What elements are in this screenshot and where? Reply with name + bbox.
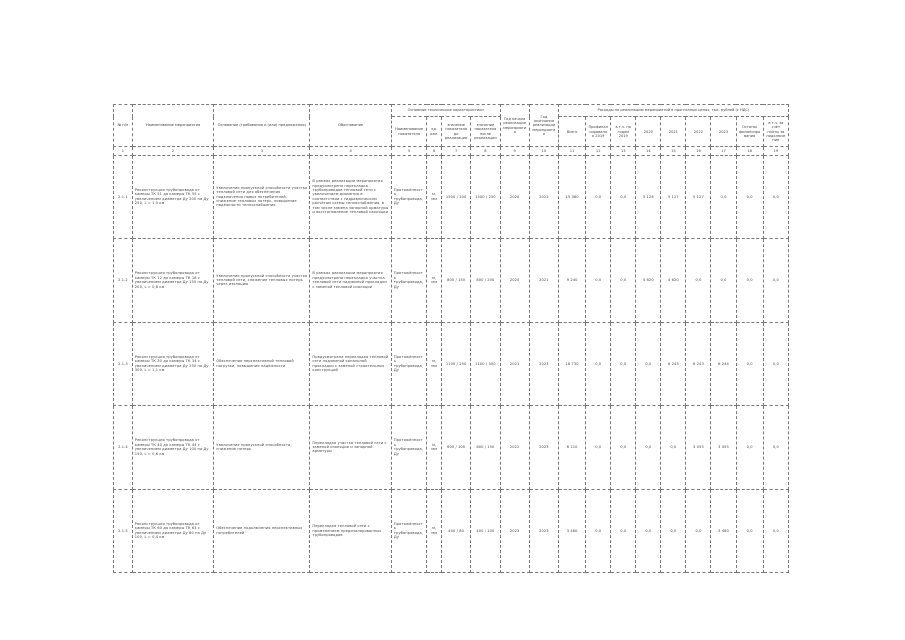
cost-2021: 5 127 [661, 155, 686, 239]
cost-2023: 0,0 [711, 239, 736, 323]
cost-remaining: 0,0 [736, 322, 763, 406]
table-body [114, 155, 789, 573]
col-year-end: Год окончания реализации мероприятия [529, 105, 558, 147]
cost-financed: 0,0 [586, 406, 611, 490]
table-row [114, 239, 789, 323]
characteristic-name: Протяжённость трубопровода, Ду [391, 489, 427, 573]
year-start: 2020 [500, 239, 529, 323]
col-name: Наименование мероприятия [132, 105, 213, 147]
cost-2021: 0,0 [661, 489, 686, 573]
measure-name: Реконструкция трубопровода от камеры ТК 60 до камеры ТК 63 с увеличением диаметра Ду 80 на Ду 100, L = 0,4 км [132, 489, 213, 573]
cost-2023: 6 244 [711, 322, 736, 406]
year-start: 2021 [500, 322, 529, 406]
unit: м, мм [427, 489, 442, 573]
value-before: 1500 / 200 [442, 155, 471, 239]
row-number: 2.1.2 [114, 239, 133, 323]
col-cost-sub: Всего [559, 117, 586, 147]
cost-financed: 0,0 [586, 322, 611, 406]
cost-total: 6 110 [559, 406, 586, 490]
investment-program-table [113, 104, 789, 573]
cost-connection-fee: 0,0 [763, 322, 788, 406]
header-row-1 [114, 105, 789, 117]
cost-2020: 5 126 [636, 155, 661, 239]
value-before: 800 / 150 [442, 239, 471, 323]
column-index: 6 [427, 147, 442, 155]
cost-remaining: 0,0 [736, 155, 763, 239]
year-end: 2021 [529, 239, 558, 323]
col-basis: Основание (требования и (или) предложения) [214, 105, 310, 147]
row-number: 2.1.4 [114, 406, 133, 490]
cost-connection-fee: 0,0 [763, 155, 788, 239]
cost-financed: 0,0 [586, 489, 611, 573]
column-index: 4 [310, 147, 391, 155]
value-before: 1100 / 250 [442, 322, 471, 406]
column-index: 8 [471, 147, 500, 155]
value-after: 400 / 100 [471, 489, 500, 573]
column-index: 14 [636, 147, 661, 155]
measure-justification: В рамках реализации мероприятия предусмотрена перекладка участка тепловой сети надземной прокладки с заменой тепловой изоляции [310, 239, 391, 323]
cost-2019: 0,0 [611, 239, 636, 323]
cost-2020: 4 620 [636, 239, 661, 323]
column-index: 3 [214, 147, 310, 155]
col-cost-sub: Профинансировано к 2019 [586, 117, 611, 147]
col-cost-sub: Остаток финансирования [736, 117, 763, 147]
unit: м, мм [427, 406, 442, 490]
col-tech-sub: значение показателя после реализации [471, 117, 500, 147]
cost-2022: 3 055 [686, 406, 711, 490]
measure-justification: Перекладка тепловой сети с применением предизолированных трубопроводов [310, 489, 391, 573]
col-cost-sub: в т.ч. по годам 2019 [611, 117, 636, 147]
cost-2021: 0,0 [661, 406, 686, 490]
year-end: 2023 [529, 406, 558, 490]
cost-2022: 5 127 [686, 155, 711, 239]
unit: м, мм [427, 155, 442, 239]
year-end: 2023 [529, 489, 558, 573]
measure-justification: Предусмотрена перекладка тепловой сети подземной канальной прокладки с заменой строительных конструкций [310, 322, 391, 406]
cost-2019: 0,0 [611, 489, 636, 573]
cost-2022: 0,0 [686, 489, 711, 573]
characteristic-name: Протяжённость трубопровода, Ду [391, 406, 427, 490]
cost-2022: 6 243 [686, 322, 711, 406]
column-index: 2 [132, 147, 213, 155]
year-end: 2022 [529, 155, 558, 239]
row-number: 2.1.1 [114, 155, 133, 239]
column-index: 19 [763, 147, 788, 155]
col-tech-sub: значение показателя до реализации [442, 117, 471, 147]
cost-2023: 0,0 [711, 155, 736, 239]
col-cost-sub: 2022 [686, 117, 711, 147]
cost-connection-fee: 0,0 [763, 239, 788, 323]
cost-2022: 0,0 [686, 239, 711, 323]
column-index: 5 [391, 147, 427, 155]
cost-connection-fee: 0,0 [763, 406, 788, 490]
cost-total: 15 380 [559, 155, 586, 239]
year-start: 2022 [500, 406, 529, 490]
cost-financed: 0,0 [586, 155, 611, 239]
cost-2021: 4 620 [661, 239, 686, 323]
cost-total: 9 240 [559, 239, 586, 323]
cost-connection-fee: 0,0 [763, 489, 788, 573]
value-before: 600 / 100 [442, 406, 471, 490]
cost-2019: 0,0 [611, 155, 636, 239]
measure-basis: Обеспечение перспективной тепловой нагрузки, повышение надёжности [214, 322, 310, 406]
column-index-row [114, 147, 789, 155]
year-start: 2023 [500, 489, 529, 573]
measure-name: Реконструкция трубопровода от камеры ТК 30 до камеры ТК 34 с увеличением диаметра Ду 250 на Ду 300, L = 1,1 км [132, 322, 213, 406]
table-row [114, 406, 789, 490]
col-year-start: Год начала реализации мероприятия [500, 105, 529, 147]
unit: м, мм [427, 322, 442, 406]
measure-basis: Увеличение пропускной способности, снижение потерь [214, 406, 310, 490]
characteristic-name: Протяжённость трубопровода, Ду [391, 155, 427, 239]
col-group-cost: Расходы на реализацию мероприятий в прогнозных ценах, тыс. рублей (с НДС) [559, 105, 789, 117]
table-row [114, 155, 789, 239]
col-cost-sub: в т.ч. за счёт платы за подключение [763, 117, 788, 147]
table-row [114, 322, 789, 406]
column-index: 11 [559, 147, 586, 155]
col-tech-sub: ед. изм. [427, 117, 442, 147]
cost-total: 3 480 [559, 489, 586, 573]
col-group-tech: Основные технические характеристики [391, 105, 500, 117]
cost-2019: 0,0 [611, 406, 636, 490]
cost-2023: 3 055 [711, 406, 736, 490]
measure-name: Реконструкция трубопровода от камеры ТК 51 до камеры ТК 55 с увеличением диаметра Ду 200 на Ду 250, L = 1,5 км [132, 155, 213, 239]
cost-remaining: 0,0 [736, 489, 763, 573]
col-cost-sub: 2023 [711, 117, 736, 147]
column-index: 12 [586, 147, 611, 155]
measure-name: Реконструкция трубопровода от камеры ТК 12 до камеры ТК 18 с увеличением диаметра Ду 150 на Ду 200, L = 0,8 км [132, 239, 213, 323]
column-index: 7 [442, 147, 471, 155]
measure-basis: Увеличение пропускной способности участка тепловой сети для обеспечения подключения новых потребителей, снижение тепловых потерь, повышение надёжности теплоснабжения [214, 155, 310, 239]
measure-basis: Обеспечение подключения перспективных потребителей [214, 489, 310, 573]
col-cost-sub: 2020 [636, 117, 661, 147]
column-index: 15 [661, 147, 686, 155]
value-after: 1100 / 300 [471, 322, 500, 406]
column-index: 10 [529, 147, 558, 155]
col-tech-sub: Наименование показателя [391, 117, 427, 147]
measure-justification: В рамках реализации мероприятия предусмотрена перекладка трубопроводов тепловой сети с увеличением диаметра в соответствии с гидравлическим расчётом схемы теплоснабжения, в том числе замена запорной арматуры и восстановление тепловой изоляции [310, 155, 391, 239]
cost-2020: 0,0 [636, 322, 661, 406]
cost-2020: 0,0 [636, 489, 661, 573]
column-index: 9 [500, 147, 529, 155]
cost-2023: 3 480 [711, 489, 736, 573]
cost-2021: 6 243 [661, 322, 686, 406]
cost-financed: 0,0 [586, 239, 611, 323]
value-after: 800 / 200 [471, 239, 500, 323]
value-after: 600 / 150 [471, 406, 500, 490]
cost-2019: 0,0 [611, 322, 636, 406]
cost-remaining: 0,0 [736, 239, 763, 323]
characteristic-name: Протяжённость трубопровода, Ду [391, 239, 427, 323]
measure-basis: Увеличение пропускной способности участка тепловой сети, снижение тепловых потерь через изоляцию [214, 239, 310, 323]
characteristic-name: Протяжённость трубопровода, Ду [391, 322, 427, 406]
col-cost-sub: 2021 [661, 117, 686, 147]
value-after: 1500 / 250 [471, 155, 500, 239]
row-number: 2.1.3 [114, 322, 133, 406]
cost-2020: 0,0 [636, 406, 661, 490]
unit: м, мм [427, 239, 442, 323]
column-index: 16 [686, 147, 711, 155]
column-index: 18 [736, 147, 763, 155]
column-index: 17 [711, 147, 736, 155]
year-end: 2023 [529, 322, 558, 406]
cost-remaining: 0,0 [736, 406, 763, 490]
table-row [114, 489, 789, 573]
col-tech: Обоснование [310, 105, 391, 147]
measure-justification: Перекладка участка тепловой сети с заменой изоляции и запорной арматуры [310, 406, 391, 490]
column-index: 1 [114, 147, 133, 155]
value-before: 400 / 80 [442, 489, 471, 573]
column-index: 13 [611, 147, 636, 155]
col-no: № п/п [114, 105, 133, 147]
cost-total: 18 730 [559, 322, 586, 406]
year-start: 2020 [500, 155, 529, 239]
measure-name: Реконструкция трубопровода от камеры ТК 40 до камеры ТК 44 с увеличением диаметра Ду 100 на Ду 150, L = 0,6 км [132, 406, 213, 490]
row-number: 2.1.5 [114, 489, 133, 573]
